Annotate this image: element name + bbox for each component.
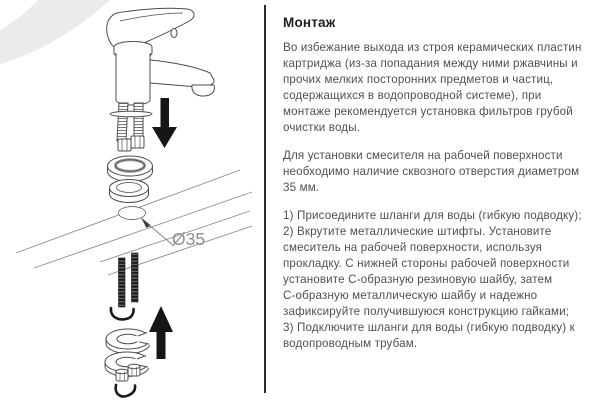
diagram-panel [0,0,265,407]
spout-aerator [192,85,215,96]
text-line: установите С-образную резиновую шайбу, затем [283,273,553,286]
instructions-panel [283,15,595,364]
fixing-nut [116,369,128,381]
text-line: очистки воды. [283,121,361,134]
text-line: картриджа (из-за попадания между ними ржавчины и [283,57,578,70]
hole-diameter-callout [141,218,205,250]
text-line: водопроводным трубам. [283,337,418,350]
text-line: зафиксируйте получившуюся конструкцию гайками; [283,305,570,318]
paragraph-hole-requirement [283,148,595,196]
text-line: содержащихся в водопроводной системе), при [283,89,542,102]
water-hose-left [117,103,128,141]
metal-washer [110,180,149,203]
text-line: 2) Вкрутите металлические штифты. Установите [283,225,552,238]
paragraph-filter-recommendation [283,40,595,136]
hose-nut [131,136,144,148]
mounting-studs [119,253,139,307]
down-arrow-icon [152,98,177,148]
panel-divider [264,5,266,393]
text-line: прочих мелких посторонних предметов и частиц, [283,73,554,86]
text-line: необходимо наличие сквозного отверстия диаметром [283,165,580,178]
hose-nut [118,139,131,151]
section-title: Монтаж [283,15,336,30]
curved-stroke [111,308,134,319]
curved-stroke [116,385,135,396]
c-shaped-washer [106,329,152,354]
text-line: Во избежание выхода из строя керамических пластин [283,41,582,54]
up-arrow-icon [149,306,173,359]
mounting-plate [110,111,152,117]
rubber-washer [108,156,153,182]
text-line: 3) Подключите шланги для воды (гибкую подводку) к [283,321,575,334]
hole-diameter-label: Ø35 [172,229,206,249]
text-line: 1) Присоедините шланги для воды (гибкую подводку); [283,209,582,222]
fixing-nut [128,364,140,376]
faucet-installation-diagram [0,0,265,407]
corner-swoosh-decoration [0,0,110,64]
faucet-spout [150,60,214,87]
countertop-hole [119,207,146,220]
paragraph-installation-steps [283,208,595,352]
text-line: смеситель на рабочей поверхности, используя [283,241,543,254]
handle-indicator-dot [171,29,177,38]
text-line: С-образную металлическую шайбу и надежно [283,289,538,302]
text-line: монтаже рекомендуется установка фильтров грубой [283,105,573,118]
faucet-body [116,53,150,105]
text-line: Для установки смесителя на рабочей поверхности [283,149,563,162]
text-line: 35 мм. [283,181,320,194]
text-line: прокладку. С нижней стороны рабочей поверхности [283,257,570,270]
